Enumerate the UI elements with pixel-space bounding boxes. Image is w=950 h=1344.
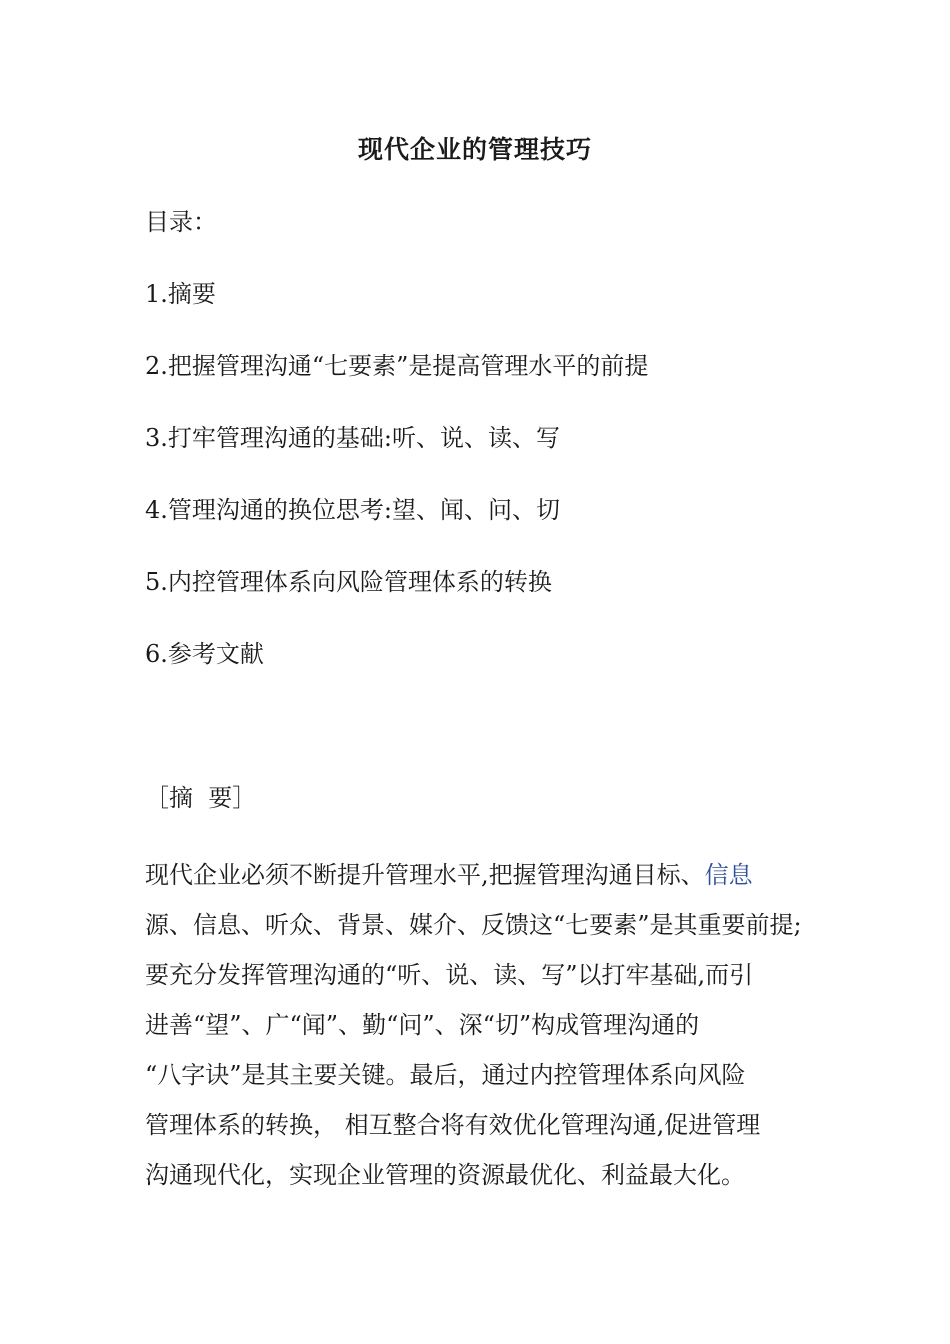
abstract-line: 进善“望”、广“闻”、勤“问”、深“切”构成管理沟通的 (145, 1011, 700, 1039)
abstract-line (145, 850, 817, 900)
abstract-line: 沟通现代化，实现企业管理的资源最优化、利益最大化。 (145, 1161, 745, 1189)
document-title: 现代企业的管理技巧 (357, 135, 592, 164)
abstract-heading: ［摘 要］ (145, 784, 257, 812)
toc-item-empathy: 4.管理沟通的换位思考:望、闻、问、切 (145, 496, 560, 524)
abstract-paragraph (145, 850, 817, 1200)
information-link[interactable]: 信息 (704, 861, 753, 889)
abstract-line-text: 现代企业必须不断提升管理水平,把握管理沟通目标、 (145, 861, 705, 889)
toc-item-references: 6.参考文献 (145, 640, 264, 668)
toc-item-seven-elements: 2.把握管理沟通“七要素”是提高管理水平的前提 (145, 352, 649, 380)
abstract-line: 要充分发挥管理沟通的“听、说、读、写”以打牢基础,而引 (145, 961, 754, 989)
abstract-line: “八字诀”是其主要关键。最后，通过内控管理体系向风险 (145, 1061, 746, 1089)
toc-item-risk-management: 5.内控管理体系向风险管理体系的转换 (145, 568, 552, 596)
abstract-line: 管理体系的转换， 相互整合将有效优化管理沟通,促进管理 (145, 1111, 761, 1139)
table-of-contents (145, 276, 648, 708)
toc-item-foundation: 3.打牢管理沟通的基础:听、说、读、写 (145, 424, 560, 452)
toc-heading: 目录： (145, 208, 217, 236)
toc-item-summary: 1.摘要 (145, 280, 216, 308)
abstract-line: 源、信息、听众、背景、媒介、反馈这“七要素”是其重要前提; (145, 911, 802, 939)
